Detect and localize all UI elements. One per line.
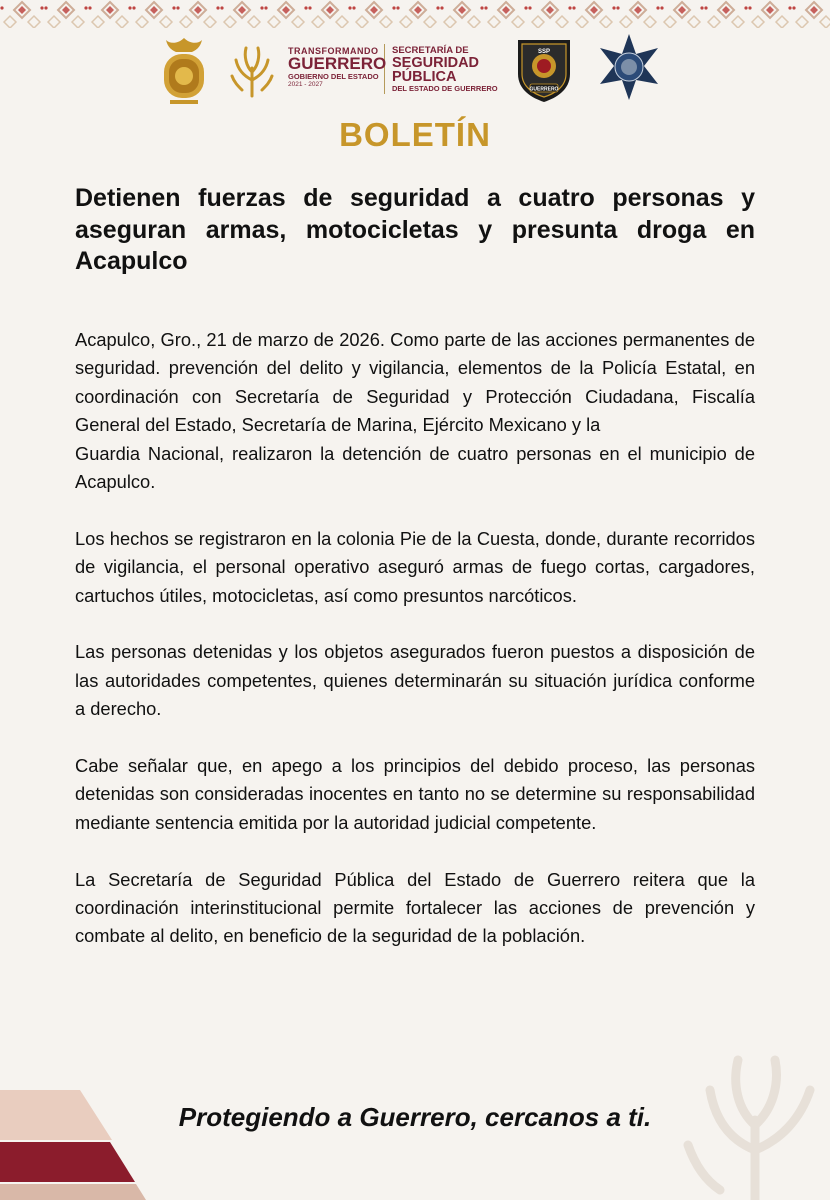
bulletin-title: BOLETÍN (339, 116, 491, 153)
ssp-line3: PÚBLICA (392, 69, 457, 85)
state-police-star-logo (594, 32, 664, 102)
guerrero-tree-logo (228, 42, 276, 98)
government-wordmark (288, 46, 386, 88)
ssp-line4: DEL ESTADO DE GUERRERO (392, 84, 498, 93)
paragraph-1-text: Acapulco, Gro., 21 de marzo de 2026. Como parte de las acciones permanentes de seguridad. prevención del delito y vigilancia, elementos de la Policía Estatal, en coordinación con Secretaría de Seguridad y Protección Ciudadana, Fiscalía General del Estado, Secretaría de Marina, Ejército Mexicano y la (75, 329, 755, 436)
paragraph-1 (75, 326, 755, 496)
gov-name: GUERRERO (288, 54, 387, 73)
paragraph-4: Cabe señalar que, en apego a los principios del debido proceso, las personas detenidas son consideradas inocentes en tanto no se determine su responsabilidad mediante sentencia emitida por la autoridad judicial competente. (75, 755, 755, 833)
badge-guerrero-text: GUERRERO (529, 86, 559, 93)
decorative-top-band (0, 0, 830, 28)
paragraph-2: Los hechos se registraron en la colonia Pie de la Cuesta, donde, durante recorridos de vigilancia, el personal operativo aseguró armas de fuego cortas, cargadores, cartuchos útiles, motocicletas, así como presuntos narcóticos. (75, 527, 755, 606)
gov-tagline: TRANSFORMANDO (288, 46, 379, 56)
ssp-wordmark (392, 46, 498, 94)
badge-ssp-text: SSP (537, 49, 551, 55)
decorative-corner (0, 1080, 170, 1200)
headline: Detienen fuerzas de seguridad a cuatro personas y aseguran armas, motocicletas y presunta droga en Acapulco (75, 184, 755, 275)
article-body (75, 326, 755, 979)
state-coat-of-arms-logo (158, 36, 210, 108)
paragraph-3: Las personas detenidas y los objetos asegurados fueron puestos a disposición de las autoridades competentes, quienes determinarán su situación jurídica conforme a derecho. (75, 641, 755, 720)
ssp-shield-badge-logo (512, 36, 576, 104)
footer-slogan: Protegiendo a Guerrero, cercanos a ti. (178, 1102, 652, 1132)
gov-subtitle: GOBIERNO DEL ESTADO (288, 72, 379, 81)
paragraph-5: La Secretaría de Seguridad Pública del Estado de Guerrero reitera que la coordinación interinstitucional permite fortalecer las acciones de prevención y combate al delito, en beneficio de la seguridad de la población. (75, 868, 755, 947)
gov-period: 2021 - 2027 (288, 81, 323, 88)
ssp-line2: SEGURIDAD (392, 55, 480, 71)
ssp-line1: SECRETARÍA DE (392, 45, 469, 56)
paragraph-1-continuation: Guardia Nacional, realizaron la detención de cuatro personas en el municipio de Acapulco. (75, 442, 755, 493)
